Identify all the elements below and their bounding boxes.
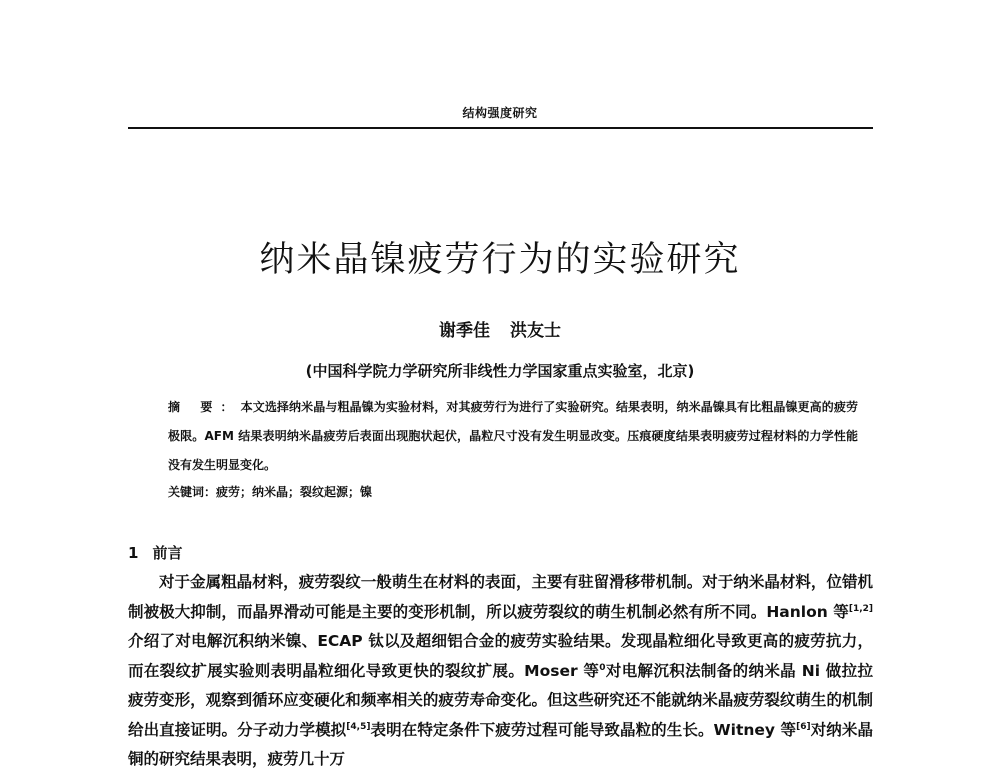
abstract (168, 393, 858, 480)
paper-title: 纳米晶镍疲劳行为的实验研究 (259, 240, 741, 280)
authors: 谢季佳 洪友士 (439, 321, 561, 341)
abstract-text: 本文选择纳米晶与粗晶镍为实验材料，对其疲劳行为进行了实验研究。结果表明，纳米晶镍具有比粗晶镍更高的疲劳极限。AFM 结果表明纳米晶疲劳后表面出现胞状起伏，晶粒尺寸没有发生明显改变。压痕硬度结果表明疲劳过程材料的力学性能没有发生明显变化。 (168, 400, 858, 472)
keywords-label: 关键词： (168, 485, 217, 499)
body-text-part-5: 对纳米晶铜的研究结果表明，疲劳几十万 (128, 720, 873, 768)
citation-ref: 0 (599, 662, 606, 673)
section-heading (128, 542, 182, 563)
body-text-part-4: 表明在特定条件下疲劳过程可能导致晶粒的生长。Witney 等 (370, 720, 797, 739)
keywords (168, 483, 858, 500)
header-rule (128, 127, 873, 129)
body-text-part-3: 对电解沉积法制备的纳米晶 Ni 做拉拉疲劳变形，观察到循环应变硬化和频率相关的疲劳寿命变化。但这些研究还不能就纳米晶疲劳裂纹萌生的机制给出直接证明。分子动力学模拟 (128, 661, 873, 739)
citation-ref: [1,2] (848, 603, 873, 614)
body-paragraph (128, 568, 873, 775)
body-text-part-2: 介绍了对电解沉积纳米镍、ECAP 钛以及超细铝合金的疲劳实验结果。发现晶粒细化导致更高的疲劳抗力，而在裂纹扩展实验则表明晶粒细化导致更快的裂纹扩展。Moser 等 (128, 632, 873, 680)
citation-ref: [4,5] (346, 721, 371, 732)
running-header: 结构强度研究 (462, 106, 538, 120)
body-text-part-1: 对于金属粗晶材料，疲劳裂纹一般萌生在材料的表面，主要有驻留滑移带机制。对于纳米晶材料，位错机制被极大抑制，而晶界滑动可能是主要的变形机制，所以疲劳裂纹的萌生机制必然有所不同。Hanlon 等 (128, 573, 873, 621)
citation-ref: [6] (796, 721, 811, 732)
affiliation: (中国科学院力学研究所非线性力学国家重点实验室，北京) (305, 362, 695, 380)
section-title: 前言 (152, 544, 183, 562)
abstract-label: 摘 要： (168, 400, 241, 414)
section-number: 1 (128, 544, 139, 562)
keywords-text: 疲劳；纳米晶；裂纹起源；镍 (216, 485, 373, 499)
